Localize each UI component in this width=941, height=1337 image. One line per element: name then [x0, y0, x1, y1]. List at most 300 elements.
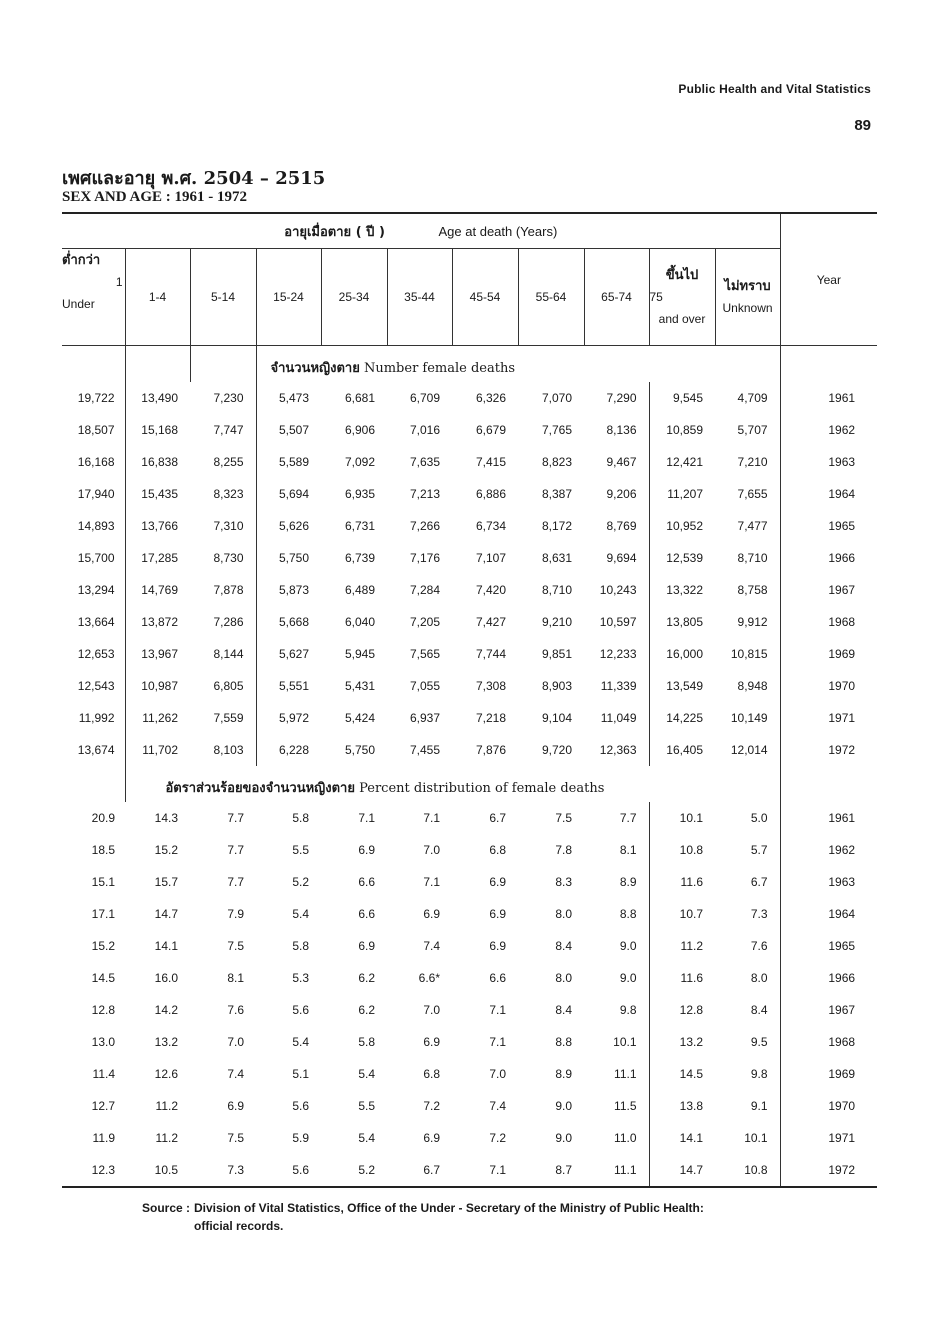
col-header-age-group: 1-4 — [125, 249, 190, 346]
data-cell: 7.1 — [423, 811, 440, 825]
section-spacer — [62, 346, 125, 383]
source-line-2: official records. — [194, 1219, 284, 1233]
data-cell: 6,935 — [344, 487, 375, 501]
data-cell: 7.1 — [489, 1163, 506, 1177]
table-title-english: SEX AND AGE : 1961 - 1972 — [62, 189, 248, 205]
data-cell: 6.6 — [358, 907, 375, 921]
year-column-header — [780, 213, 877, 346]
table-row — [62, 702, 877, 734]
data-cell: 20.9 — [91, 811, 115, 825]
data-cell: 5,972 — [256, 702, 321, 734]
data-cell: 7.7 — [227, 875, 244, 889]
data-cell: 7.4 — [227, 1067, 244, 1081]
data-cell: 7.1 — [489, 1003, 506, 1017]
data-cell: 6,709 — [409, 391, 440, 405]
data-cell: 8,710 — [541, 583, 572, 597]
data-cell: 10.1 — [613, 1035, 637, 1049]
age-at-death-header — [62, 213, 780, 249]
data-cell: 6.2 — [358, 971, 375, 985]
year-cell: 1963 — [780, 446, 877, 478]
data-cell: 8,172 — [541, 519, 572, 533]
data-cell: 12.8 — [649, 994, 715, 1026]
data-cell: 11.4 — [92, 1067, 115, 1081]
data-cell: 11.2 — [155, 1131, 178, 1145]
data-cell: 7.4 — [489, 1099, 506, 1113]
section-title-percent-distribution — [125, 766, 780, 802]
col-header-unknown — [715, 249, 780, 346]
data-cell: 10,815 — [730, 647, 768, 661]
data-cell: 9.1 — [750, 1099, 768, 1113]
data-cell: 7.7 — [227, 811, 244, 825]
data-cell: 13.0 — [91, 1035, 115, 1049]
data-cell: 5.2 — [358, 1163, 375, 1177]
data-cell: 13.2 — [649, 1026, 715, 1058]
data-cell: 7.5 — [227, 1131, 244, 1145]
data-cell: 14,769 — [125, 574, 190, 606]
data-cell: 15,435 — [125, 478, 190, 510]
data-cell: 7,415 — [475, 455, 506, 469]
data-cell: 12,363 — [599, 743, 637, 757]
data-cell: 7,878 — [213, 583, 244, 597]
data-cell: 6,679 — [475, 423, 506, 437]
data-cell: 11.5 — [614, 1099, 637, 1113]
data-cell: 8.0 — [555, 971, 572, 985]
data-cell: 5.9 — [292, 1131, 309, 1145]
data-cell: 8.0 — [750, 971, 768, 985]
data-cell: 7,477 — [737, 519, 768, 533]
section2-title-thai: อัตราส่วนร้อยของจำนวนหญิงตาย — [165, 781, 355, 796]
data-cell: 5,707 — [737, 423, 768, 437]
data-cell: 7,213 — [409, 487, 440, 501]
data-cell: 6.9 — [358, 843, 375, 857]
year-cell: 1962 — [780, 834, 877, 866]
table-row — [62, 994, 877, 1026]
year-cell: 1969 — [780, 1058, 877, 1090]
data-cell: 13.8 — [649, 1090, 715, 1122]
data-cell: 8.4 — [750, 1003, 768, 1017]
year-cell: 1964 — [780, 478, 877, 510]
data-cell: 5,551 — [256, 670, 321, 702]
data-cell: 19,722 — [77, 391, 115, 405]
year-cell: 1971 — [780, 1122, 877, 1154]
over75-english: and over — [658, 312, 706, 326]
data-cell: 9.5 — [750, 1035, 768, 1049]
data-cell: 5,431 — [344, 679, 375, 693]
data-cell: 7.1 — [358, 811, 375, 825]
data-cell: 5,945 — [344, 647, 375, 661]
section-spacer — [125, 346, 190, 383]
section-title-number-deaths — [256, 346, 715, 383]
data-cell: 15.1 — [91, 875, 115, 889]
year-cell: 1965 — [780, 930, 877, 962]
data-cell: 8.7 — [555, 1163, 572, 1177]
data-cell: 7,565 — [409, 647, 440, 661]
unknown-thai: ไม่ทราบ — [724, 278, 771, 293]
data-cell: 15,700 — [77, 551, 115, 565]
section-spacer — [780, 346, 877, 383]
page-number: 89 — [854, 117, 871, 134]
data-cell: 7,286 — [213, 615, 244, 629]
data-cell: 6,228 — [256, 734, 321, 766]
data-cell: 6.9 — [489, 939, 506, 953]
data-cell: 13,490 — [125, 382, 190, 414]
data-cell: 5.8 — [292, 939, 309, 953]
data-cell: 5.5 — [292, 843, 309, 857]
year-cell: 1965 — [780, 510, 877, 542]
data-cell: 7.0 — [423, 1003, 440, 1017]
year-cell: 1966 — [780, 962, 877, 994]
data-cell: 5.4 — [358, 1067, 375, 1081]
data-cell: 5.6 — [292, 1003, 309, 1017]
data-cell: 7.1 — [489, 1035, 506, 1049]
year-cell: 1972 — [780, 734, 877, 766]
data-cell: 4,709 — [737, 391, 768, 405]
data-cell: 18,507 — [77, 423, 115, 437]
data-cell: 5.8 — [358, 1035, 375, 1049]
table-title-thai: เพศและอายุ พ.ศ. 2504 – 2515 — [62, 168, 326, 189]
year-cell: 1969 — [780, 638, 877, 670]
data-cell: 9,545 — [649, 382, 715, 414]
data-cell: 5,627 — [256, 638, 321, 670]
data-cell: 9,912 — [737, 615, 768, 629]
data-cell: 11,702 — [125, 734, 190, 766]
data-cell: 9,206 — [606, 487, 637, 501]
data-cell: 14.3 — [154, 811, 178, 825]
data-cell: 13,549 — [649, 670, 715, 702]
data-cell: 7,070 — [541, 391, 572, 405]
data-cell: 11.1 — [614, 1163, 637, 1177]
data-cell: 8,710 — [737, 551, 768, 565]
data-cell: 5.5 — [358, 1099, 375, 1113]
table-row — [62, 898, 877, 930]
year-cell: 1961 — [780, 802, 877, 834]
data-cell: 12.8 — [91, 1003, 115, 1017]
data-cell: 6,906 — [344, 423, 375, 437]
data-cell: 10,987 — [125, 670, 190, 702]
data-cell: 7,308 — [475, 679, 506, 693]
data-cell: 5,507 — [256, 414, 321, 446]
data-cell: 14.2 — [154, 1003, 178, 1017]
table-row — [62, 834, 877, 866]
data-cell: 5.7 — [750, 843, 768, 857]
data-cell: 5.4 — [292, 907, 309, 921]
data-cell: 9.8 — [750, 1067, 768, 1081]
year-cell: 1968 — [780, 606, 877, 638]
data-cell: 18.5 — [91, 843, 115, 857]
data-cell: 13,872 — [125, 606, 190, 638]
table-row — [62, 1026, 877, 1058]
data-cell: 7.6 — [750, 939, 768, 953]
table-row — [62, 382, 877, 414]
data-cell: 5.8 — [292, 811, 309, 825]
table-row — [62, 962, 877, 994]
data-cell: 13,766 — [125, 510, 190, 542]
col-header-age-group: 65-74 — [584, 249, 649, 346]
data-cell: 6.6 — [489, 971, 506, 985]
data-cell: 6.9 — [227, 1099, 244, 1113]
under1-english: Under — [62, 297, 95, 311]
data-cell: 9.0 — [555, 1131, 572, 1145]
data-cell: 7,210 — [737, 455, 768, 469]
data-cell: 7,876 — [475, 743, 506, 757]
col-header-age-group: 55-64 — [518, 249, 584, 346]
data-cell: 7,747 — [213, 423, 244, 437]
data-cell: 8,255 — [213, 455, 244, 469]
data-cell: 7.3 — [227, 1163, 244, 1177]
section1-title-thai: จำนวนหญิงตาย — [270, 361, 360, 376]
data-cell: 8,136 — [606, 423, 637, 437]
data-cell: 12.7 — [91, 1099, 115, 1113]
data-cell: 10.1 — [649, 802, 715, 834]
mortality-table — [62, 212, 877, 1188]
data-cell: 7,055 — [409, 679, 440, 693]
data-cell: 7.5 — [555, 811, 572, 825]
data-cell: 6,734 — [475, 519, 506, 533]
year-cell: 1967 — [780, 574, 877, 606]
table-row — [62, 574, 877, 606]
data-cell: 7.6 — [227, 1003, 244, 1017]
table-row — [62, 414, 877, 446]
year-cell: 1971 — [780, 702, 877, 734]
data-cell: 7.2 — [423, 1099, 440, 1113]
data-cell: 14.1 — [649, 1122, 715, 1154]
data-cell: 13,967 — [125, 638, 190, 670]
year-cell: 1964 — [780, 898, 877, 930]
data-cell: 7,230 — [213, 391, 244, 405]
table-row — [62, 1090, 877, 1122]
data-cell: 7.3 — [750, 907, 768, 921]
data-cell: 6.9 — [489, 875, 506, 889]
col-header-under-1 — [62, 249, 125, 346]
under1-num: 1 — [115, 275, 123, 289]
data-cell: 6.9 — [423, 1131, 440, 1145]
data-cell: 10,597 — [599, 615, 637, 629]
table-row — [62, 670, 877, 702]
data-cell: 5.4 — [292, 1035, 309, 1049]
data-cell: 16,405 — [649, 734, 715, 766]
data-cell: 6.7 — [750, 875, 768, 889]
data-cell: 6,805 — [213, 679, 244, 693]
data-cell: 10,952 — [649, 510, 715, 542]
data-cell: 14,225 — [649, 702, 715, 734]
table-row — [62, 1122, 877, 1154]
data-cell: 9.0 — [619, 939, 637, 953]
data-cell: 8,903 — [541, 679, 572, 693]
data-cell: 7,107 — [475, 551, 506, 565]
data-cell: 10.7 — [649, 898, 715, 930]
data-cell: 7.0 — [489, 1067, 506, 1081]
data-cell: 6,489 — [344, 583, 375, 597]
data-cell: 7,290 — [606, 391, 637, 405]
section-spacer — [62, 766, 125, 802]
data-cell: 6,681 — [344, 391, 375, 405]
year-cell: 1962 — [780, 414, 877, 446]
data-cell: 7.2 — [489, 1131, 506, 1145]
running-head: Public Health and Vital Statistics — [678, 82, 871, 96]
data-cell: 10.8 — [744, 1163, 768, 1177]
data-cell: 7,420 — [475, 583, 506, 597]
table-row — [62, 510, 877, 542]
data-cell: 12,233 — [599, 647, 637, 661]
section2-title-english: Percent distribution of female deaths — [359, 781, 605, 796]
under1-thai: ต่ำกว่า — [62, 252, 101, 267]
data-cell: 12,653 — [77, 647, 115, 661]
data-cell: 8,730 — [213, 551, 244, 565]
col-header-age-group: 15-24 — [256, 249, 321, 346]
data-cell: 7.7 — [227, 843, 244, 857]
data-cell: 10,243 — [599, 583, 637, 597]
age-header-thai: อายุเมื่อตาย ( ปี ) — [284, 224, 385, 240]
data-cell: 7,284 — [409, 583, 440, 597]
data-cell: 7,205 — [409, 615, 440, 629]
data-cell: 11,339 — [600, 679, 637, 693]
data-cell: 8,769 — [606, 519, 637, 533]
data-cell: 10.5 — [154, 1163, 178, 1177]
data-cell: 7,765 — [541, 423, 572, 437]
section1-title-english: Number female deaths — [363, 361, 516, 376]
data-cell: 6,040 — [344, 615, 375, 629]
data-cell: 16,168 — [77, 455, 115, 469]
data-cell: 12,421 — [649, 446, 715, 478]
data-cell: 5.4 — [358, 1131, 375, 1145]
year-cell: 1966 — [780, 542, 877, 574]
data-cell: 5.6 — [292, 1163, 309, 1177]
data-cell: 16,000 — [649, 638, 715, 670]
data-cell: 9.0 — [555, 1099, 572, 1113]
data-cell: 7,455 — [409, 743, 440, 757]
data-cell: 8,758 — [737, 583, 768, 597]
data-cell: 7,655 — [737, 487, 768, 501]
data-cell: 8,144 — [213, 647, 244, 661]
data-cell: 8.8 — [619, 907, 637, 921]
data-cell: 11.6 — [649, 866, 715, 898]
table-row — [62, 802, 877, 834]
data-cell: 5,626 — [256, 510, 321, 542]
data-cell: 12,014 — [730, 743, 768, 757]
unknown-english: Unknown — [722, 301, 773, 315]
data-cell: 11,262 — [125, 702, 190, 734]
data-cell: 7,218 — [475, 711, 506, 725]
data-cell: 7.9 — [227, 907, 244, 921]
data-cell: 9,851 — [541, 647, 572, 661]
year-cell: 1961 — [780, 382, 877, 414]
data-cell: 17.1 — [91, 907, 115, 921]
data-cell: 10,149 — [730, 711, 768, 725]
data-cell: 15.2 — [91, 939, 115, 953]
data-cell: 12.6 — [154, 1067, 178, 1081]
year-cell: 1970 — [780, 670, 877, 702]
data-cell: 11,992 — [78, 711, 115, 725]
data-cell: 6.7 — [423, 1163, 440, 1177]
data-cell: 14,893 — [77, 519, 115, 533]
data-cell: 5.3 — [292, 971, 309, 985]
table-row — [62, 930, 877, 962]
data-cell: 11,207 — [649, 478, 715, 510]
data-cell: 8.3 — [555, 875, 572, 889]
col-header-age-group: 25-34 — [321, 249, 387, 346]
data-cell: 14.1 — [154, 939, 178, 953]
data-cell: 8,823 — [541, 455, 572, 469]
data-cell: 8,948 — [737, 679, 768, 693]
data-cell: 12,543 — [77, 679, 115, 693]
data-cell: 6.8 — [489, 843, 506, 857]
data-cell: 13,322 — [649, 574, 715, 606]
data-cell: 7.0 — [423, 843, 440, 857]
data-cell: 8,323 — [213, 487, 244, 501]
data-cell: 13,674 — [77, 743, 115, 757]
data-cell: 17,940 — [77, 487, 115, 501]
year-cell: 1970 — [780, 1090, 877, 1122]
data-cell: 7,427 — [475, 615, 506, 629]
data-cell: 6.7 — [489, 811, 506, 825]
year-cell: 1968 — [780, 1026, 877, 1058]
section-spacer — [715, 346, 780, 383]
data-cell: 7.4 — [423, 939, 440, 953]
data-cell: 6,739 — [344, 551, 375, 565]
table-row — [62, 1154, 877, 1187]
data-cell: 8.1 — [619, 843, 637, 857]
data-cell: 6,937 — [409, 711, 440, 725]
data-cell: 11,049 — [600, 711, 637, 725]
data-cell: 8,103 — [213, 743, 244, 757]
data-cell: 7,092 — [344, 455, 375, 469]
table-row — [62, 478, 877, 510]
year-cell: 1972 — [780, 1154, 877, 1187]
table-row — [62, 446, 877, 478]
data-cell: 8.9 — [619, 875, 637, 889]
data-cell: 11.1 — [614, 1067, 637, 1081]
data-cell: 9,720 — [541, 743, 572, 757]
table-row — [62, 734, 877, 766]
data-cell: 5,750 — [256, 542, 321, 574]
data-cell: 6.6 — [358, 875, 375, 889]
data-cell: 16,838 — [125, 446, 190, 478]
data-cell: 6.9 — [358, 939, 375, 953]
data-cell: 5,424 — [344, 711, 375, 725]
data-cell: 5.1 — [292, 1067, 309, 1081]
data-cell: 6.6* — [418, 971, 440, 985]
data-cell: 13.2 — [154, 1035, 178, 1049]
data-cell: 8,387 — [541, 487, 572, 501]
data-cell: 9,210 — [541, 615, 572, 629]
data-cell: 6.9 — [423, 907, 440, 921]
table-row — [62, 866, 877, 898]
source-line-1: Division of Vital Statistics, Office of the Under - Secretary of the Ministry of Public Health: — [194, 1201, 704, 1215]
table-row — [62, 606, 877, 638]
data-cell: 9.0 — [619, 971, 637, 985]
table-row — [62, 1058, 877, 1090]
data-cell: 10,859 — [649, 414, 715, 446]
data-cell: 13,805 — [649, 606, 715, 638]
age-header-english: Age at death (Years) — [438, 223, 558, 239]
data-cell: 5,750 — [344, 743, 375, 757]
data-cell: 12.3 — [91, 1163, 115, 1177]
data-cell: 7,744 — [475, 647, 506, 661]
data-cell: 7,559 — [213, 711, 244, 725]
data-cell: 14.5 — [91, 971, 115, 985]
data-cell: 7,176 — [409, 551, 440, 565]
data-cell: 7.7 — [619, 811, 637, 825]
data-cell: 15.7 — [154, 875, 178, 889]
data-cell: 10.8 — [649, 834, 715, 866]
col-header-age-group: 45-54 — [452, 249, 518, 346]
data-cell: 7,635 — [409, 455, 440, 469]
data-cell: 6,731 — [344, 519, 375, 533]
data-cell: 14.5 — [649, 1058, 715, 1090]
data-cell: 8.4 — [555, 1003, 572, 1017]
data-cell: 8.1 — [227, 971, 244, 985]
data-cell: 10.1 — [744, 1131, 768, 1145]
